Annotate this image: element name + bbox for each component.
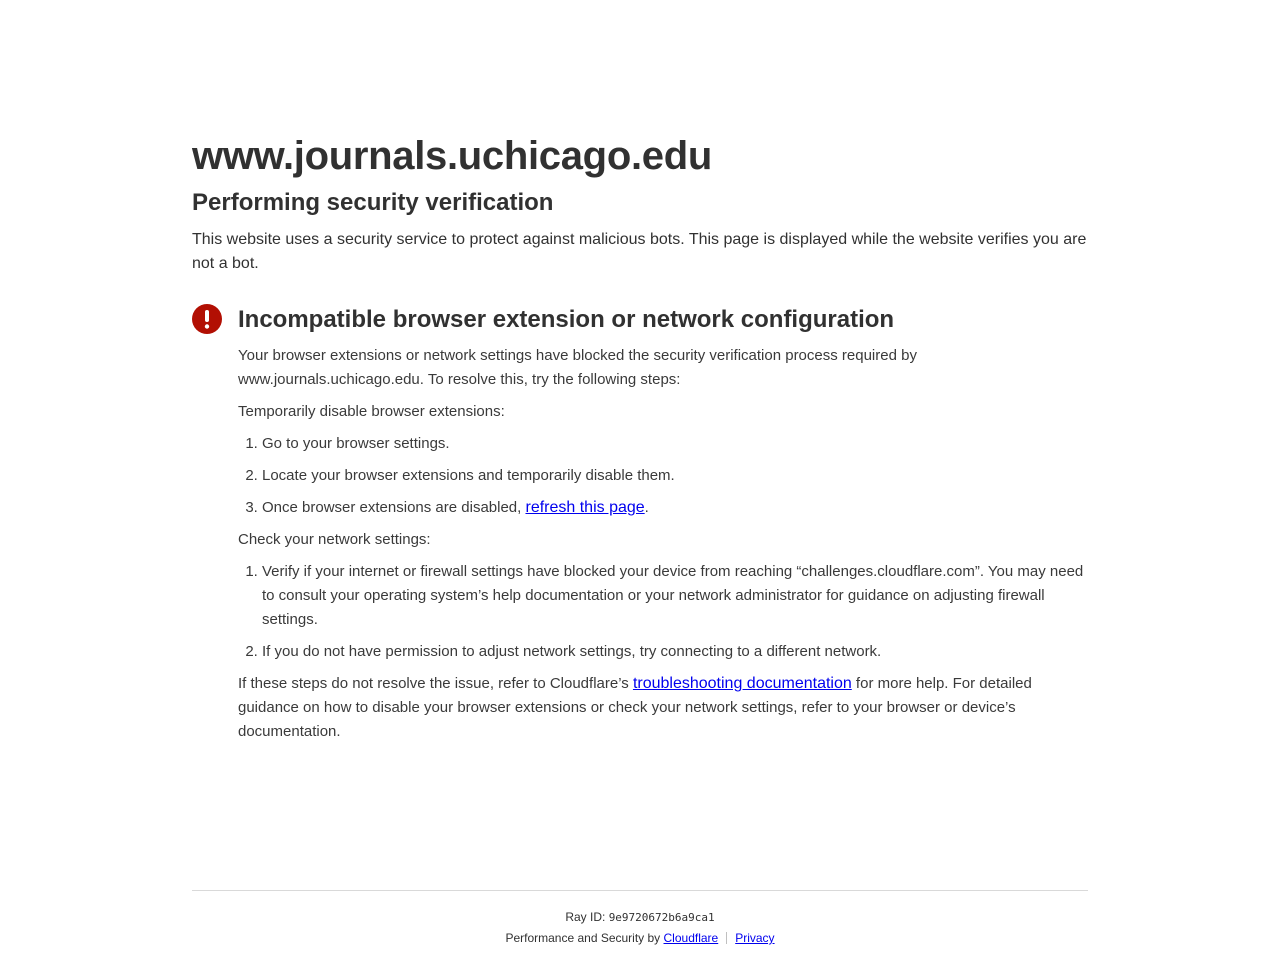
extensions-step-3-suffix: .: [644, 499, 649, 516]
page-subtitle: Performing security verification: [192, 189, 554, 216]
extensions-step-2: 2. Locate your browser extensions and temporarily disable them.: [262, 464, 1088, 488]
error-section: [192, 304, 1088, 744]
site-title: www.journals.uchicago.edu: [192, 134, 712, 178]
ray-id-value: 9e9720672b6a9ca1: [608, 911, 715, 924]
extensions-steps-list: [238, 432, 1088, 520]
network-step-2: 2. If you do not have permission to adjust network settings, try connecting to a different network.: [262, 640, 1088, 664]
page-description: This website uses a security service to protect against malicious bots. This page is displayed while the website verifies you are not a bot.: [192, 231, 1087, 272]
main-content: [192, 132, 1088, 744]
ray-id-line: [192, 910, 1088, 925]
performance-label: Performance and Security by: [505, 931, 664, 945]
extensions-heading: Temporarily disable browser extensions:: [238, 403, 505, 420]
cloudflare-link[interactable]: Cloudflare: [663, 931, 719, 945]
extensions-step-3-prefix: Once browser extensions are disabled,: [262, 499, 526, 516]
closing-paragraph: [238, 672, 1088, 744]
performance-line: [192, 931, 1088, 945]
footer: [192, 890, 1088, 945]
exclamation-circle-icon: [192, 304, 222, 334]
closing-suffix: for more help. For detailed guidance on how to disable your browser extensions or check your network settings, refer to your browser or device’s documentation.: [238, 675, 1032, 740]
footer-divider: [726, 932, 727, 944]
network-steps-list: [238, 560, 1088, 664]
refresh-page-link[interactable]: refresh this page: [525, 499, 645, 516]
troubleshooting-documentation-link[interactable]: troubleshooting documentation: [632, 675, 852, 692]
network-step-1: 1. Verify if your internet or firewall settings have blocked your device from reaching “challenges.cloudflare.com”. You may need to consult your operating system’s help documentation or your network administrator for guidance on adjusting firewall settings.: [262, 560, 1088, 632]
extensions-step-1: 1. Go to your browser settings.: [262, 432, 1088, 456]
ray-id-label: Ray ID:: [565, 910, 609, 924]
closing-prefix: If these steps do not resolve the issue, refer to Cloudflare’s: [238, 675, 633, 692]
privacy-link[interactable]: Privacy: [735, 931, 775, 945]
network-heading: Check your network settings:: [238, 531, 431, 548]
error-intro: Your browser extensions or network settings have blocked the security verification process required by www.journals.uchicago.edu. To resolve this, try the following steps:: [238, 347, 917, 388]
extensions-step-3: [262, 496, 1088, 520]
error-title: Incompatible browser extension or network configuration: [238, 306, 895, 333]
